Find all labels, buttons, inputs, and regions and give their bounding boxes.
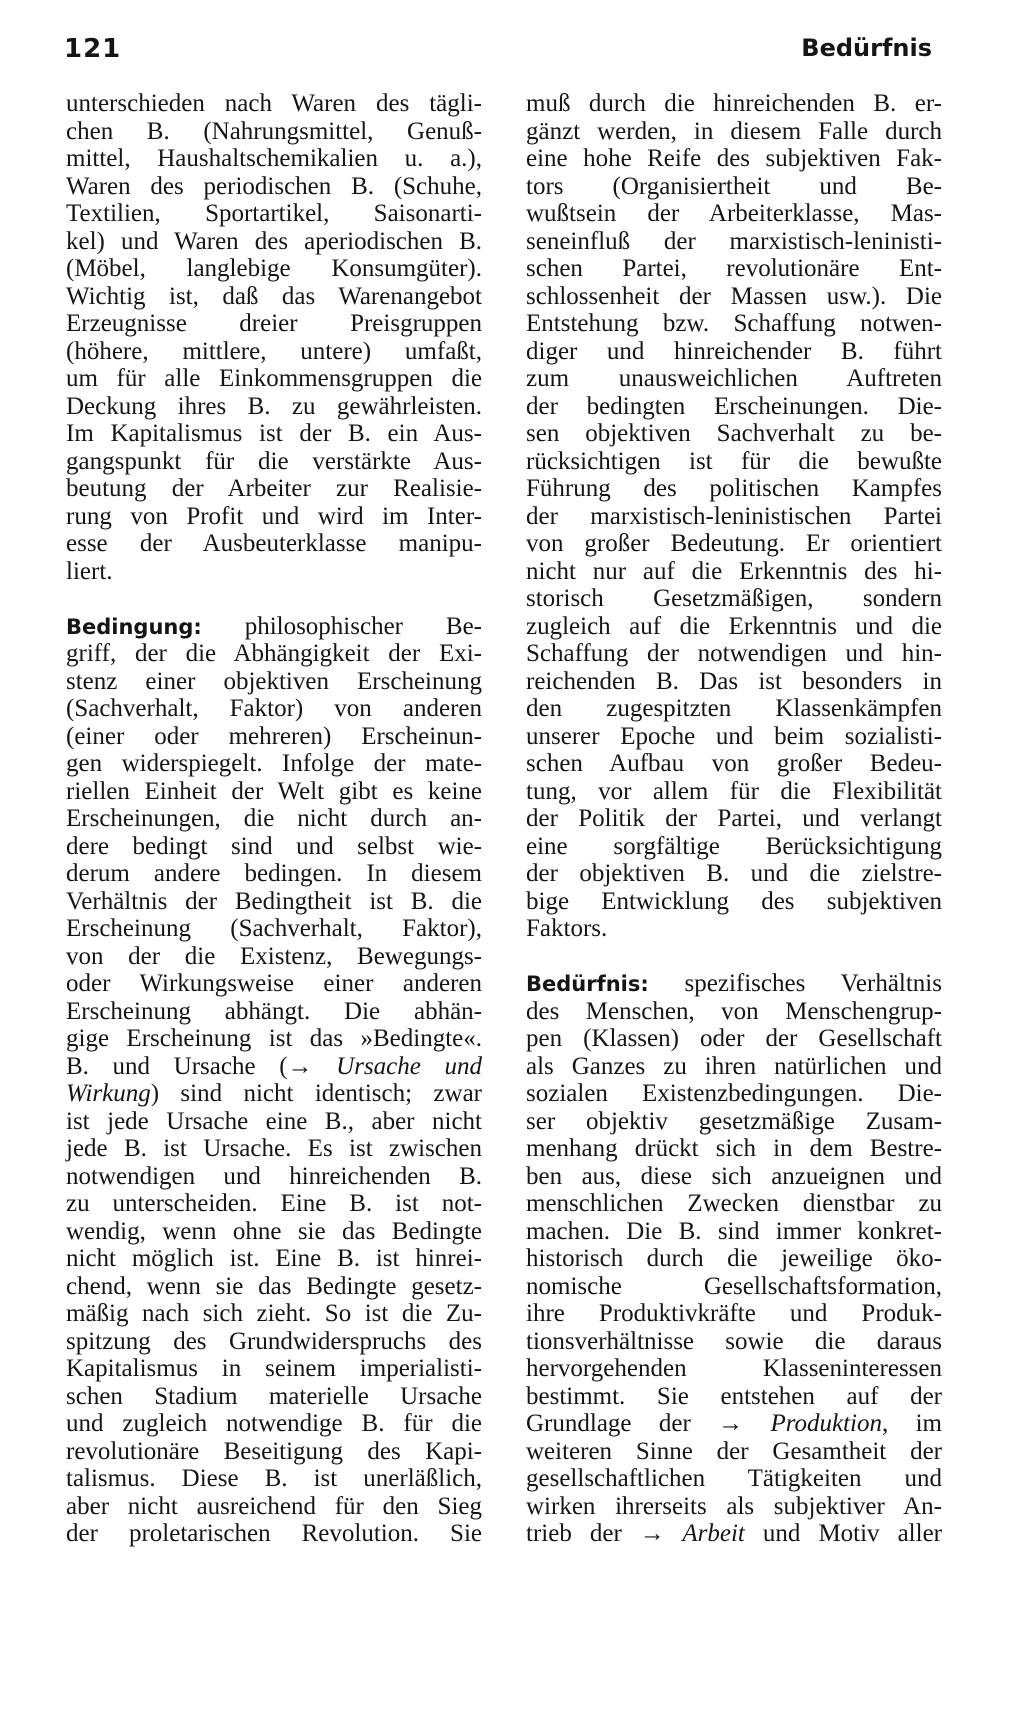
text-line: zugleich auf die Erkenntnis und die <box>526 612 942 640</box>
entry-first-line-text: spezifisches Verhältnis <box>648 970 942 997</box>
text-line <box>526 1410 942 1438</box>
text-line <box>526 1520 942 1548</box>
text-line: Im Kapitalismus ist der B. ein Aus- <box>66 420 482 447</box>
text-line: Deckung ihres B. zu gewährleisten. <box>66 392 482 420</box>
text-line: (Möbel, langlebige Konsumgüter). <box>66 255 482 282</box>
text-line: der Politik der Partei, und verlangt <box>526 805 942 832</box>
running-head: Bedürfnis <box>801 34 932 62</box>
text-line: schen Stadium materielle Ursache <box>66 1382 482 1410</box>
text-line: Wichtig ist, daß das Warenangebot <box>66 282 482 310</box>
text-line: (einer oder mehreren) Erscheinun- <box>66 722 482 750</box>
text-line: gänzt werden, in diesem Falle durch <box>526 117 942 145</box>
text-line: des Menschen, von Menschengrup- <box>526 997 942 1025</box>
text-line: diger und hinreichender B. führt <box>526 337 942 365</box>
text-line: schen Aufbau von großer Bedeu- <box>526 750 942 777</box>
text-line: riellen Einheit der Welt gibt es keine <box>66 777 482 805</box>
ref-line-end: ) sind nicht identisch; zwar <box>150 1080 482 1107</box>
text-line: derum andere bedingen. In diesem <box>66 860 482 887</box>
text-line: Erscheinung (Sachverhalt, Faktor), <box>66 915 482 942</box>
text-line: bestimmt. Sie entstehen auf der <box>526 1382 942 1410</box>
text-line: Schaffung der notwendigen und hin- <box>526 640 942 667</box>
text-line: esse der Ausbeuterklasse manipu- <box>66 530 482 557</box>
text-line: der marxistisch-leninistischen Partei <box>526 502 942 530</box>
text-line: wendig, wenn ohne sie das Bedingte <box>66 1217 482 1245</box>
text-line: eine sorgfältige Berücksichtigung <box>526 832 942 860</box>
text-line: zu unterscheiden. Eine B. ist not- <box>66 1190 482 1217</box>
right-column <box>526 90 942 1548</box>
text-line: unserer Epoche und beim sozialisti- <box>526 722 942 750</box>
entry-term: Bedürfnis: <box>526 972 649 996</box>
text-line: hervorgehenden Klasseninteressen <box>526 1355 942 1382</box>
text-line: um für alle Einkommensgruppen die <box>66 365 482 392</box>
text-line: sozialen Existenzbedingungen. Die- <box>526 1080 942 1107</box>
text-line: jede B. ist Ursache. Es ist zwischen <box>66 1135 482 1162</box>
text-line: (höhere, mittlere, untere) umfaßt, <box>66 337 482 365</box>
text-line: weiteren Sinne der Gesamtheit der <box>526 1437 942 1465</box>
paragraph-gap <box>66 585 482 613</box>
text-line: gige Erscheinung ist das »Bedingte«. <box>66 1025 482 1052</box>
text-line: unterschieden nach Waren des tägli- <box>66 90 482 117</box>
text-line: rung von Profit und wird im Inter- <box>66 502 482 530</box>
text-line: beutung der Arbeiter zur Realisie- <box>66 475 482 502</box>
cross-reference-arrow: → <box>718 1410 744 1437</box>
text-line: tung, vor allem für die Flexibilität <box>526 777 942 805</box>
text-line: als Ganzes zu ihren natürlichen und <box>526 1052 942 1080</box>
text-line: schlossenheit der Massen usw.). Die <box>526 282 942 310</box>
text-line: pen (Klassen) oder der Gesellschaft <box>526 1025 942 1052</box>
text-line: machen. Die B. sind immer konkret- <box>526 1217 942 1245</box>
text-line: schen Partei, revolutionäre Ent- <box>526 255 942 282</box>
text-line <box>66 1053 482 1081</box>
ref-line-start: B. und Ursache ( <box>66 1052 288 1080</box>
text-line: Führung des politischen Kampfes <box>526 475 942 502</box>
text-line: tors (Organisiertheit und Be- <box>526 172 942 200</box>
text-line: griff, der die Abhängigkeit der Exi- <box>66 640 482 667</box>
text-line: von großer Bedeutung. Er orientiert <box>526 530 942 557</box>
text-line: oder Wirkungsweise einer anderen <box>66 970 482 997</box>
text-line: Faktors. <box>526 915 608 942</box>
text-line: talismus. Diese B. ist unerläßlich, <box>66 1465 482 1492</box>
text-line: Textilien, Sportartikel, Saisonarti- <box>66 200 482 227</box>
text-line <box>526 970 942 998</box>
text-line: kel) und Waren des aperiodischen B. <box>66 227 482 255</box>
text-line: chen B. (Nahrungsmittel, Genuß- <box>66 117 482 145</box>
text-line: menhang drückt sich in dem Bestre- <box>526 1135 942 1162</box>
text-line: den zugespitzten Klassenkämpfen <box>526 695 942 722</box>
entry-bedingung <box>66 613 482 1548</box>
entry-term: Bedingung: <box>66 614 202 639</box>
cross-reference-term[interactable]: Produktion <box>743 1410 883 1437</box>
text-line: der proletarischen Revolution. Sie <box>66 1520 482 1547</box>
paragraph-gap <box>526 943 942 971</box>
text-line <box>66 1080 482 1108</box>
text-line: rücksichtigen ist für die bewußte <box>526 447 942 475</box>
text-line: Waren des periodischen B. (Schuhe, <box>66 172 482 200</box>
text-line: ben aus, diese sich anzueignen und <box>526 1162 942 1190</box>
left-continuation-paragraph <box>66 90 482 585</box>
text-line: muß durch die hinreichenden B. er- <box>526 90 942 117</box>
text-line: eine hohe Reife des subjektiven Fak- <box>526 145 942 172</box>
text-line: von der die Existenz, Bewegungs- <box>66 942 482 970</box>
cross-reference-term[interactable]: Ursache und <box>312 1052 482 1080</box>
cross-reference-arrow: → <box>287 1052 313 1080</box>
text-line: nomische Gesellschaftsformation, <box>526 1272 942 1300</box>
ref-line-end: , im <box>882 1410 942 1437</box>
text-line: mäßig nach sich zieht. So ist die Zu- <box>66 1300 482 1327</box>
ref-line-start: Grundlage der <box>526 1410 719 1437</box>
cross-reference-term[interactable]: Arbeit <box>664 1520 745 1547</box>
text-line: sen objektiven Sachverhalt zu be- <box>526 420 942 447</box>
text-line: seneinfluß der marxistisch-leninisti- <box>526 227 942 255</box>
text-line: ser objektiv gesetzmäßige Zusam- <box>526 1107 942 1135</box>
text-line: menschlichen Zwecken dienstbar zu <box>526 1190 942 1217</box>
text-line: Verhältnis der Bedingtheit ist B. die <box>66 887 482 915</box>
text-line: nicht nur auf die Erkenntnis des hi- <box>526 557 942 585</box>
text-line: chend, wenn sie das Bedingte gesetz- <box>66 1272 482 1300</box>
text-line: (Sachverhalt, Faktor) von anderen <box>66 695 482 722</box>
text-line: stenz einer objektiven Erscheinung <box>66 667 482 695</box>
text-line <box>66 613 482 641</box>
text-line: bige Entwicklung des subjektiven <box>526 887 942 915</box>
text-line: liert. <box>66 557 113 585</box>
text-line: und zugleich notwendige B. für die <box>66 1410 482 1437</box>
text-line: der objektiven B. und die zielstre- <box>526 860 942 887</box>
text-line: gesellschaftlichen Tätigkeiten und <box>526 1465 942 1492</box>
text-line: gangspunkt für die verstärkte Aus- <box>66 447 482 475</box>
page-number: 121 <box>64 34 122 64</box>
cross-reference-term[interactable]: Wirkung <box>66 1080 151 1107</box>
text-line: Erscheinung abhängt. Die abhän- <box>66 997 482 1025</box>
text-line: aber nicht ausreichend für den Sieg <box>66 1492 482 1520</box>
text-line: historisch durch die jeweilige öko- <box>526 1245 942 1272</box>
entry-beduerfnis <box>526 970 942 1548</box>
text-line: zum unausweichlichen Auftreten <box>526 365 942 392</box>
text-line: gen widerspiegelt. Infolge der mate- <box>66 750 482 777</box>
text-line: spitzung des Grundwiderspruchs des <box>66 1327 482 1355</box>
text-line: storisch Gesetzmäßigen, sondern <box>526 585 942 612</box>
text-line: reichenden B. Das ist besonders in <box>526 667 942 695</box>
text-line: revolutionäre Beseitigung des Kapi- <box>66 1437 482 1465</box>
text-line: wußtsein der Arbeiterklasse, Mas- <box>526 200 942 227</box>
ref-line-end: und Motiv aller <box>744 1520 942 1547</box>
text-line: notwendigen und hinreichenden B. <box>66 1162 482 1190</box>
cross-reference-arrow: → <box>639 1520 665 1547</box>
left-column <box>66 90 482 1548</box>
text-line: wirken ihrerseits als subjektiver An- <box>526 1492 942 1520</box>
text-line: mittel, Haushaltschemikalien u. a.), <box>66 145 482 172</box>
text-line: Kapitalismus in seinem imperialisti- <box>66 1355 482 1382</box>
text-line: ihre Produktivkräfte und Produk- <box>526 1300 942 1327</box>
entry-first-line-text: philosophischer Be- <box>201 612 482 640</box>
text-line: der bedingten Erscheinungen. Die- <box>526 392 942 420</box>
text-line: Erzeugnisse dreier Preisgruppen <box>66 310 482 337</box>
ref-line-start: trieb der <box>526 1520 640 1547</box>
text-line: nicht möglich ist. Eine B. ist hinrei- <box>66 1245 482 1272</box>
text-line: Erscheinungen, die nicht durch an- <box>66 805 482 832</box>
text-line: dere bedingt sind und selbst wie- <box>66 832 482 860</box>
text-line: ist jede Ursache eine B., aber nicht <box>66 1107 482 1135</box>
text-line: Entstehung bzw. Schaffung notwen- <box>526 310 942 337</box>
right-continuation-paragraph <box>526 90 942 943</box>
text-line: tionsverhältnisse sowie die daraus <box>526 1327 942 1355</box>
